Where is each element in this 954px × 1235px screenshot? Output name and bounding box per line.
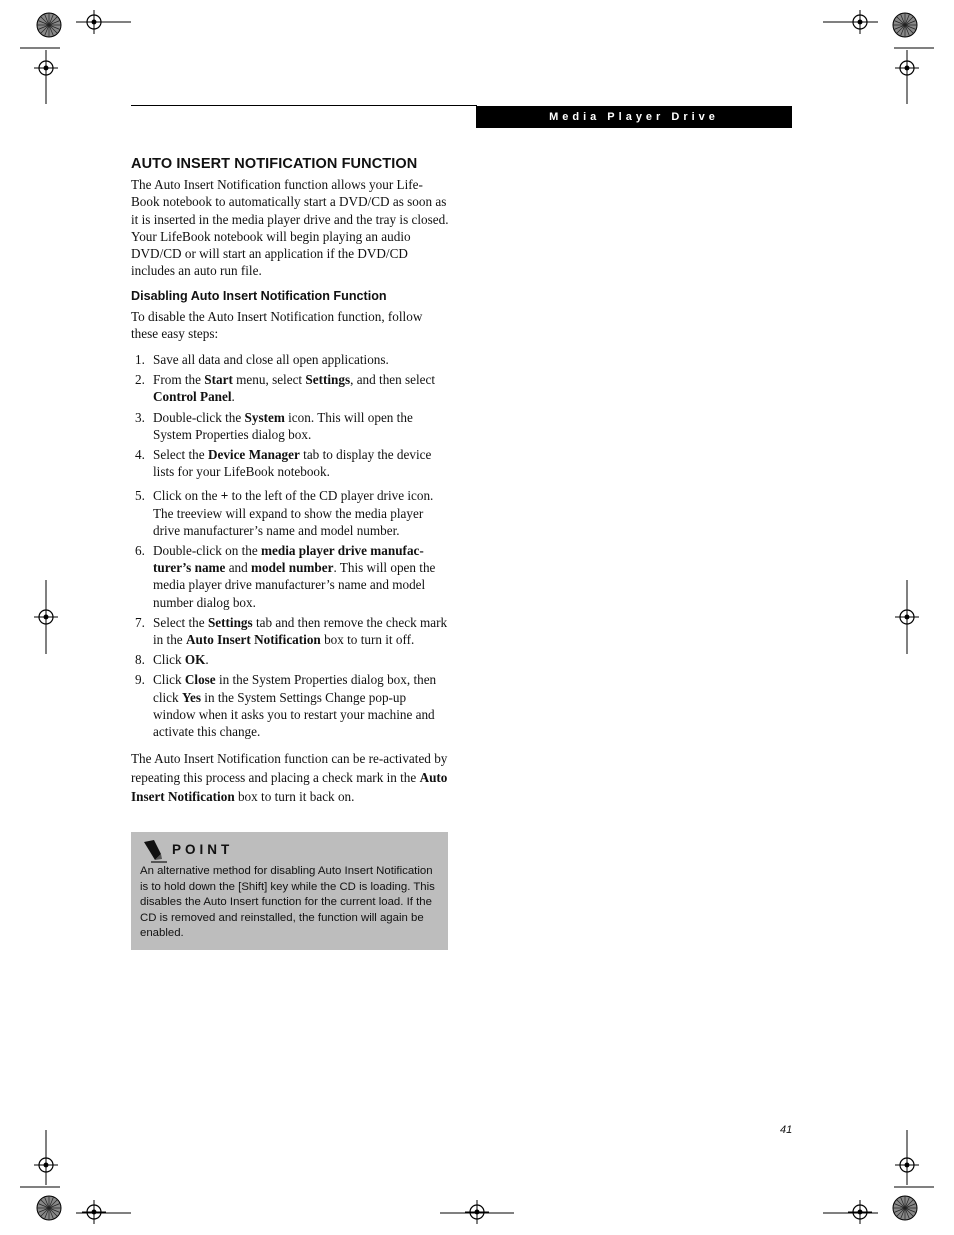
outro-bold: Auto Insert Notification [131, 770, 448, 805]
pen-icon [141, 838, 167, 864]
step-bold-term: Close [184, 672, 216, 688]
step-number: 8. [135, 652, 145, 668]
step-item [131, 446, 449, 480]
step-number: 1. [135, 352, 145, 368]
header-rule [131, 105, 477, 106]
step-text: Select the [153, 447, 208, 463]
step-text: Double-click on the [153, 543, 262, 559]
step-text: tab to display the device lists for your LifeBook notebook. [153, 447, 432, 480]
step-number: 3. [135, 409, 145, 425]
step-bold-term: OK [184, 652, 206, 668]
steps-list [131, 351, 449, 740]
step-bold-term: Settings [207, 614, 253, 630]
step-bold-term: Control Panel [153, 389, 232, 405]
step-number: 5. [135, 488, 145, 504]
step-item [131, 651, 449, 668]
step-item [131, 542, 449, 611]
point-title: POINT [172, 842, 234, 857]
step-number: 4. [135, 447, 145, 463]
step-text: Save all data and close all open applications. [153, 352, 389, 368]
step-item [131, 409, 449, 443]
step-number: 2. [135, 372, 145, 388]
step-bold-term: media player drive manufac-turer’s name [153, 543, 424, 576]
step-bold-term: + [220, 488, 229, 504]
outro-text: The Auto Insert Notification function can be re-activated by repeating this process and placing a check mark in the [131, 751, 448, 786]
step-text: Click on the [153, 488, 221, 504]
step-text: . [231, 389, 235, 405]
point-callout [131, 832, 448, 950]
main-column [131, 156, 449, 806]
step-item [131, 671, 449, 740]
step-text: in the System Properties dialog box, then click [153, 672, 437, 705]
step-number: 7. [135, 614, 145, 630]
step-text: and [225, 560, 252, 576]
point-body: An alternative method for disabling Auto Insert Notification is to hold down the [Shift] key while the CD is loading. This disables the Auto Insert function for the current load. If the CD is removed and reinstalled, the function will again be enabled. [140, 865, 435, 940]
step-item [131, 487, 449, 539]
step-text: From the [153, 372, 205, 388]
step-bold-term: Device Manager [207, 447, 300, 463]
subsection-intro: To disable the Auto Insert Notification function, follow these easy steps: [131, 308, 423, 341]
step-text: , and then select [350, 372, 436, 388]
section-intro: The Auto Insert Notification function allows your Life-Book notebook to automatically start a DVD/CD as soon as it is inserted in the media player drive and the tray is closed. Your LifeBook notebook will begin playing an audio DVD/CD or will start an application if the DVD/CD includes an auto run file. [131, 177, 449, 279]
subsection-title: Disabling Auto Insert Notification Function [131, 289, 387, 304]
step-bold-term: Yes [181, 689, 201, 705]
step-text: icon. This will open the System Properties dialog box. [153, 409, 413, 442]
step-item [131, 371, 449, 405]
step-bold-term: Start [204, 372, 233, 388]
step-text: to the left of the CD player drive icon. The treeview will expand to show the media player drive manufacturer’s name and model number. [153, 488, 434, 538]
step-bold-term: Settings [305, 372, 351, 388]
step-number: 6. [135, 543, 145, 559]
running-header: Media Player Drive [476, 106, 792, 128]
step-text: in the System Settings Change pop-up window when it asks you to restart your machine and activate this change. [153, 689, 435, 740]
step-item [131, 614, 449, 648]
outro-text-end: box to turn it back on. [234, 789, 355, 805]
step-text: box to turn it off. [320, 632, 415, 648]
step-item [131, 351, 449, 368]
step-text: Select the [153, 614, 208, 630]
step-bold-term: Auto Insert Notification [185, 632, 321, 648]
section-title: AUTO INSERT NOTIFICATION FUNCTION [131, 156, 418, 172]
outro-paragraph [131, 749, 449, 806]
step-text: tab and then remove the check mark in the [153, 614, 448, 648]
step-number: 9. [135, 672, 145, 688]
step-text: menu, select [232, 372, 306, 388]
step-text: . [205, 652, 209, 668]
step-text: Double-click the [153, 409, 245, 425]
step-bold-term: System [244, 409, 285, 425]
step-text: Click [153, 652, 185, 668]
step-text: Click [153, 672, 185, 688]
step-text: . This will open the media player drive manufacturer’s name and model number dialog box. [153, 560, 436, 610]
page-number: 41 [780, 1124, 793, 1136]
step-bold-term: model number [251, 560, 334, 576]
